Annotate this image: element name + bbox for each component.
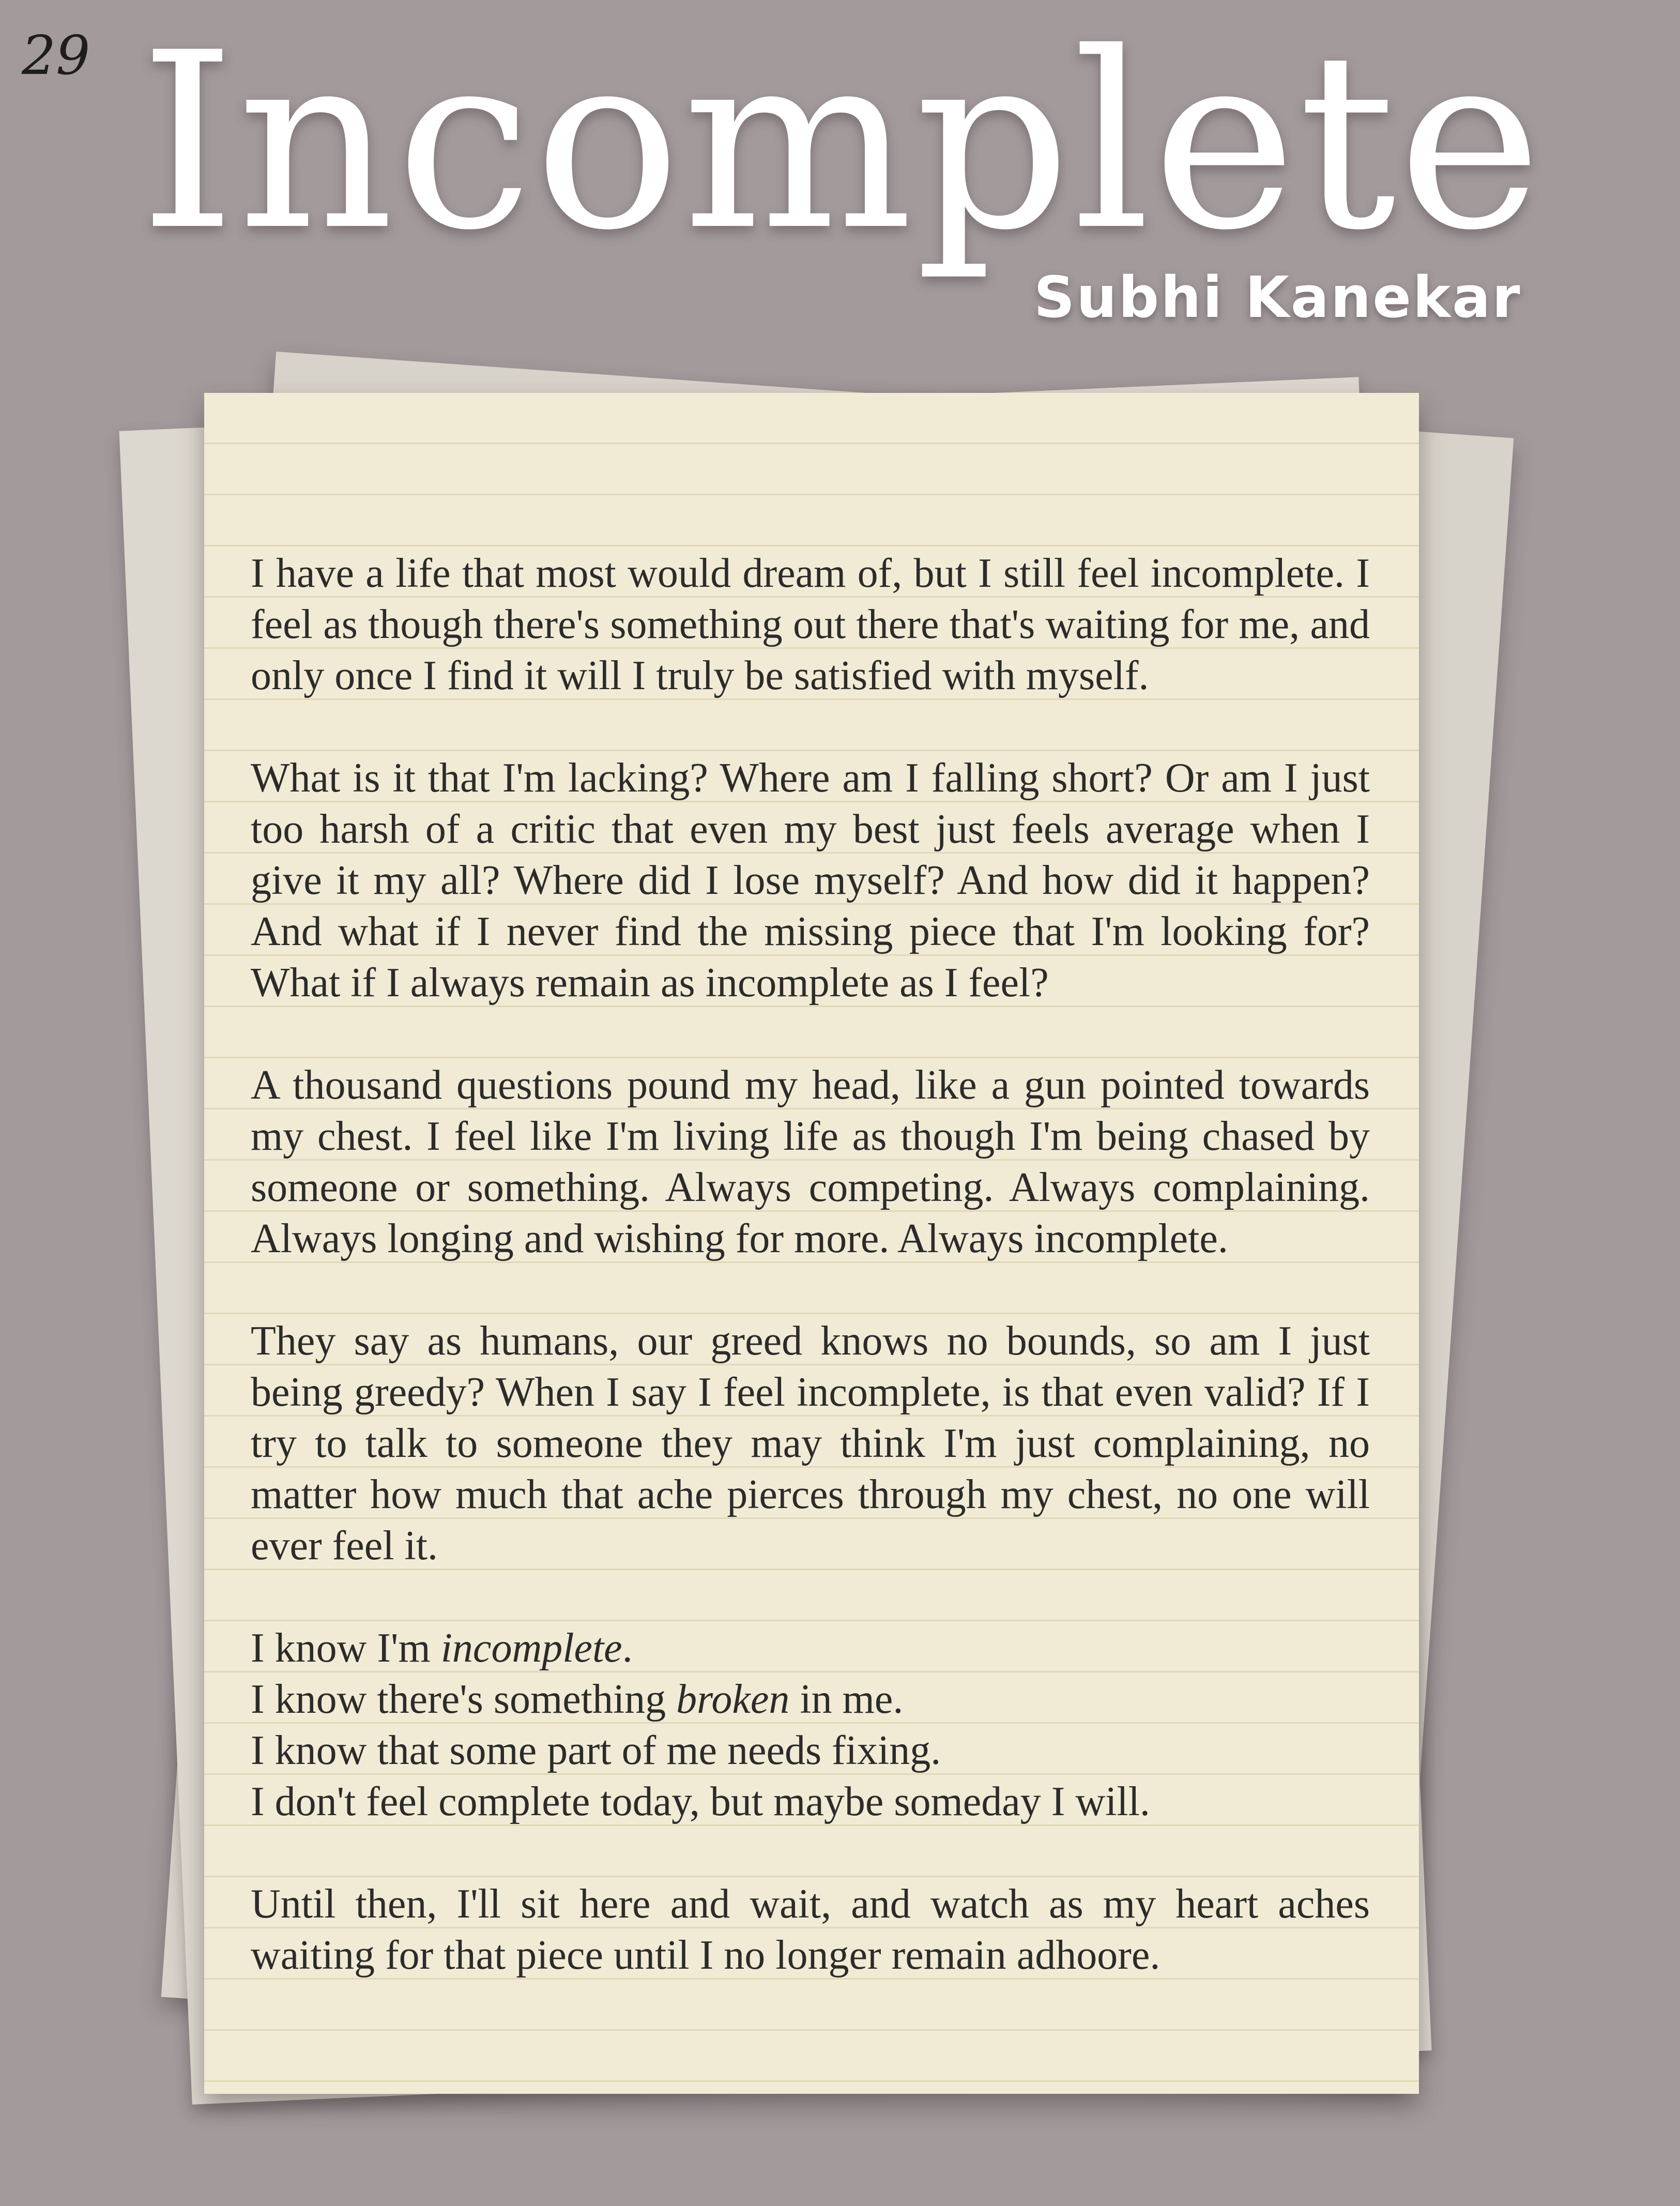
verse-line-2-emphasis: broken <box>676 1677 790 1722</box>
verse-line-1-prefix: I know I'm <box>251 1625 441 1671</box>
article-body <box>251 548 1370 1981</box>
verse-line-1-suffix: . <box>622 1625 633 1671</box>
page-title: Incomplete <box>140 1 1544 283</box>
verse-line-4: I don't feel complete today, but maybe someday I will. <box>251 1779 1150 1824</box>
verse-line-1 <box>251 1623 1370 1674</box>
paragraph-4: They say as humans, our greed knows no bounds, so am I just being greedy? When I say I feel incomplete, is that even valid? If I try to talk to someone they may think I'm just complaining, no matter how much that ache pierces through my chest, no one will ever feel it. <box>251 1318 1370 1569</box>
paragraph-5 <box>251 1623 1370 1828</box>
verse-line-1-emphasis: incomplete <box>440 1625 622 1671</box>
paragraph-2: What is it that I'm lacking? Where am I falling short? Or am I just too harsh of a critic that even my best just feels average when I give it my all? Where did I lose myself? And how did it happen? And what if I never find the missing piece that I'm looking for? What if I always remain as incomplete as I feel? <box>251 755 1370 1006</box>
verse-line-2-suffix: in me. <box>789 1677 904 1722</box>
verse-line-2-prefix: I know there's something <box>251 1677 677 1722</box>
author-name: Subhi Kanekar <box>1034 264 1522 330</box>
paragraph-1: I have a life that most would dream of, but I still feel incomplete. I feel as though there's something out there that's waiting for me, and only once I find it will I truly be satisfied with myself. <box>251 551 1370 698</box>
page-number: 29 <box>22 24 90 87</box>
verse-line-2 <box>251 1674 1370 1725</box>
paragraph-6: Until then, I'll sit here and wait, and watch as my heart aches waiting for that piece until I no longer remain adhoore. <box>251 1881 1370 1978</box>
paragraph-3: A thousand questions pound my head, like a gun pointed towards my chest. I feel like I'm living life as though I'm being chased by someone or something. Always competing. Always complaining. Always longing and wishing for more. Always incomplete. <box>251 1062 1370 1261</box>
verse-line-3: I know that some part of me needs fixing. <box>251 1728 941 1773</box>
